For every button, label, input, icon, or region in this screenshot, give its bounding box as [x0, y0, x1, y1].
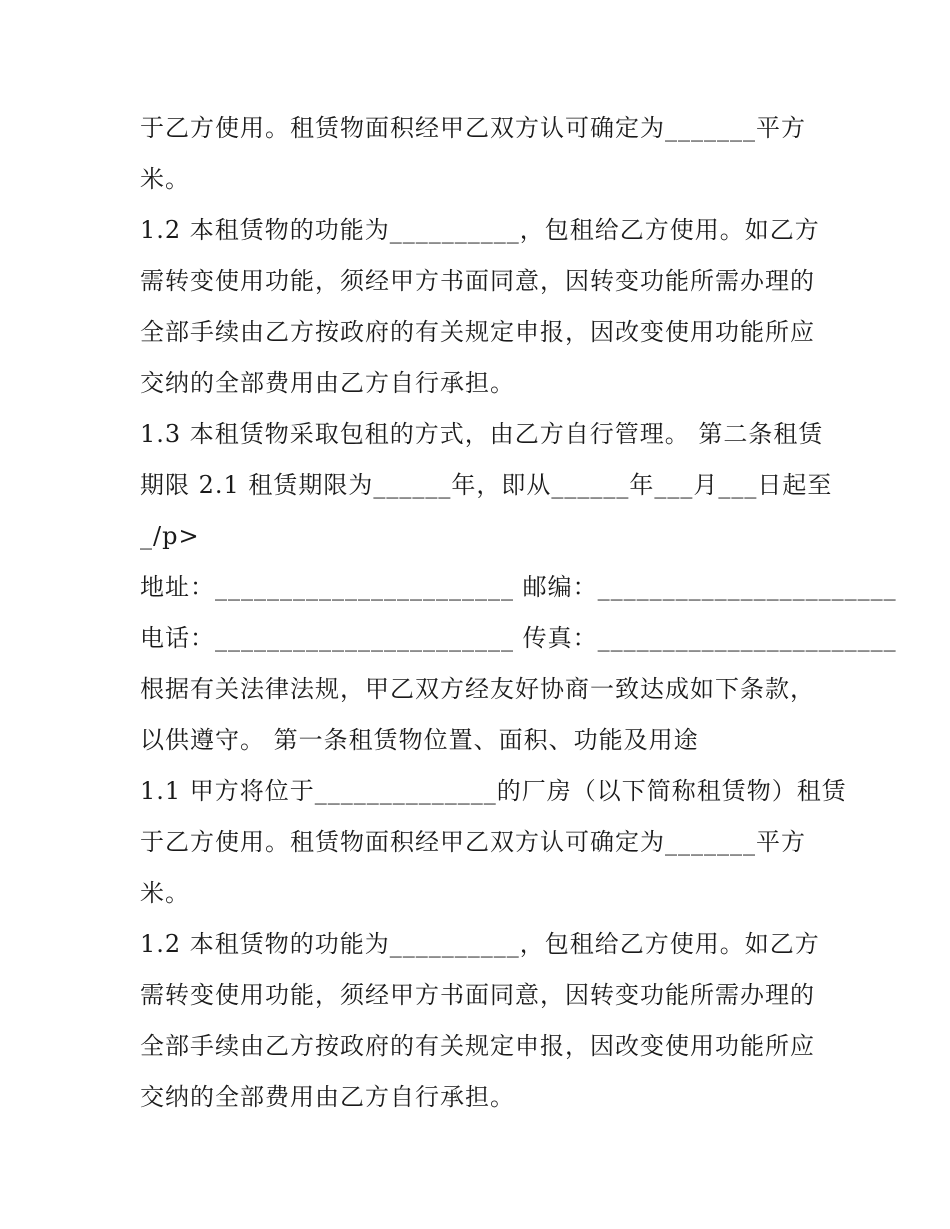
text-line: 以供遵守。 第一条租赁物位置、面积、功能及用途 — [140, 726, 699, 754]
text-line: 需转变使用功能，须经甲方书面同意，因转变功能所需办理的 — [140, 981, 815, 1009]
text-line: 1.2 本租赁物的功能为__________，包租给乙方使用。如乙方 — [140, 216, 820, 244]
text-line: 交纳的全部费用由乙方自行承担。 — [140, 369, 515, 397]
text-line: 全部手续由乙方按政府的有关规定申报，因改变使用功能所应 — [140, 1032, 815, 1060]
text-line: 1.1 甲方将位于______________的厂房（以下简称租赁物）租赁 — [140, 777, 847, 805]
contract-text — [140, 103, 897, 1123]
text-line: 米。 — [140, 165, 190, 193]
text-line: 1.3 本租赁物采取包租的方式，由乙方自行管理。 第二条租赁 — [140, 420, 824, 448]
text-line: 期限 2.1 租赁期限为______年，即从______年___月___日起至 — [140, 471, 833, 499]
text-line: 交纳的全部费用由乙方自行承担。 — [140, 1083, 515, 1111]
text-line: 于乙方使用。租赁物面积经甲乙双方认可确定为_______平方 — [140, 114, 806, 142]
address-postcode-line: 地址：_______________________ 邮编：_______________________ — [140, 573, 897, 601]
phone-fax-line: 电话：_______________________ 传真：_______________________ — [140, 624, 897, 652]
text-line: 根据有关法律法规，甲乙双方经友好协商一致达成如下条款， — [140, 675, 815, 703]
text-line: 米。 — [140, 879, 190, 907]
text-line: 需转变使用功能，须经甲方书面同意，因转变功能所需办理的 — [140, 267, 815, 295]
text-line: 于乙方使用。租赁物面积经甲乙双方认可确定为_______平方 — [140, 828, 806, 856]
text-line: 全部手续由乙方按政府的有关规定申报，因改变使用功能所应 — [140, 318, 815, 346]
text-line: _/p> — [140, 522, 200, 550]
text-line: 1.2 本租赁物的功能为__________，包租给乙方使用。如乙方 — [140, 930, 820, 958]
